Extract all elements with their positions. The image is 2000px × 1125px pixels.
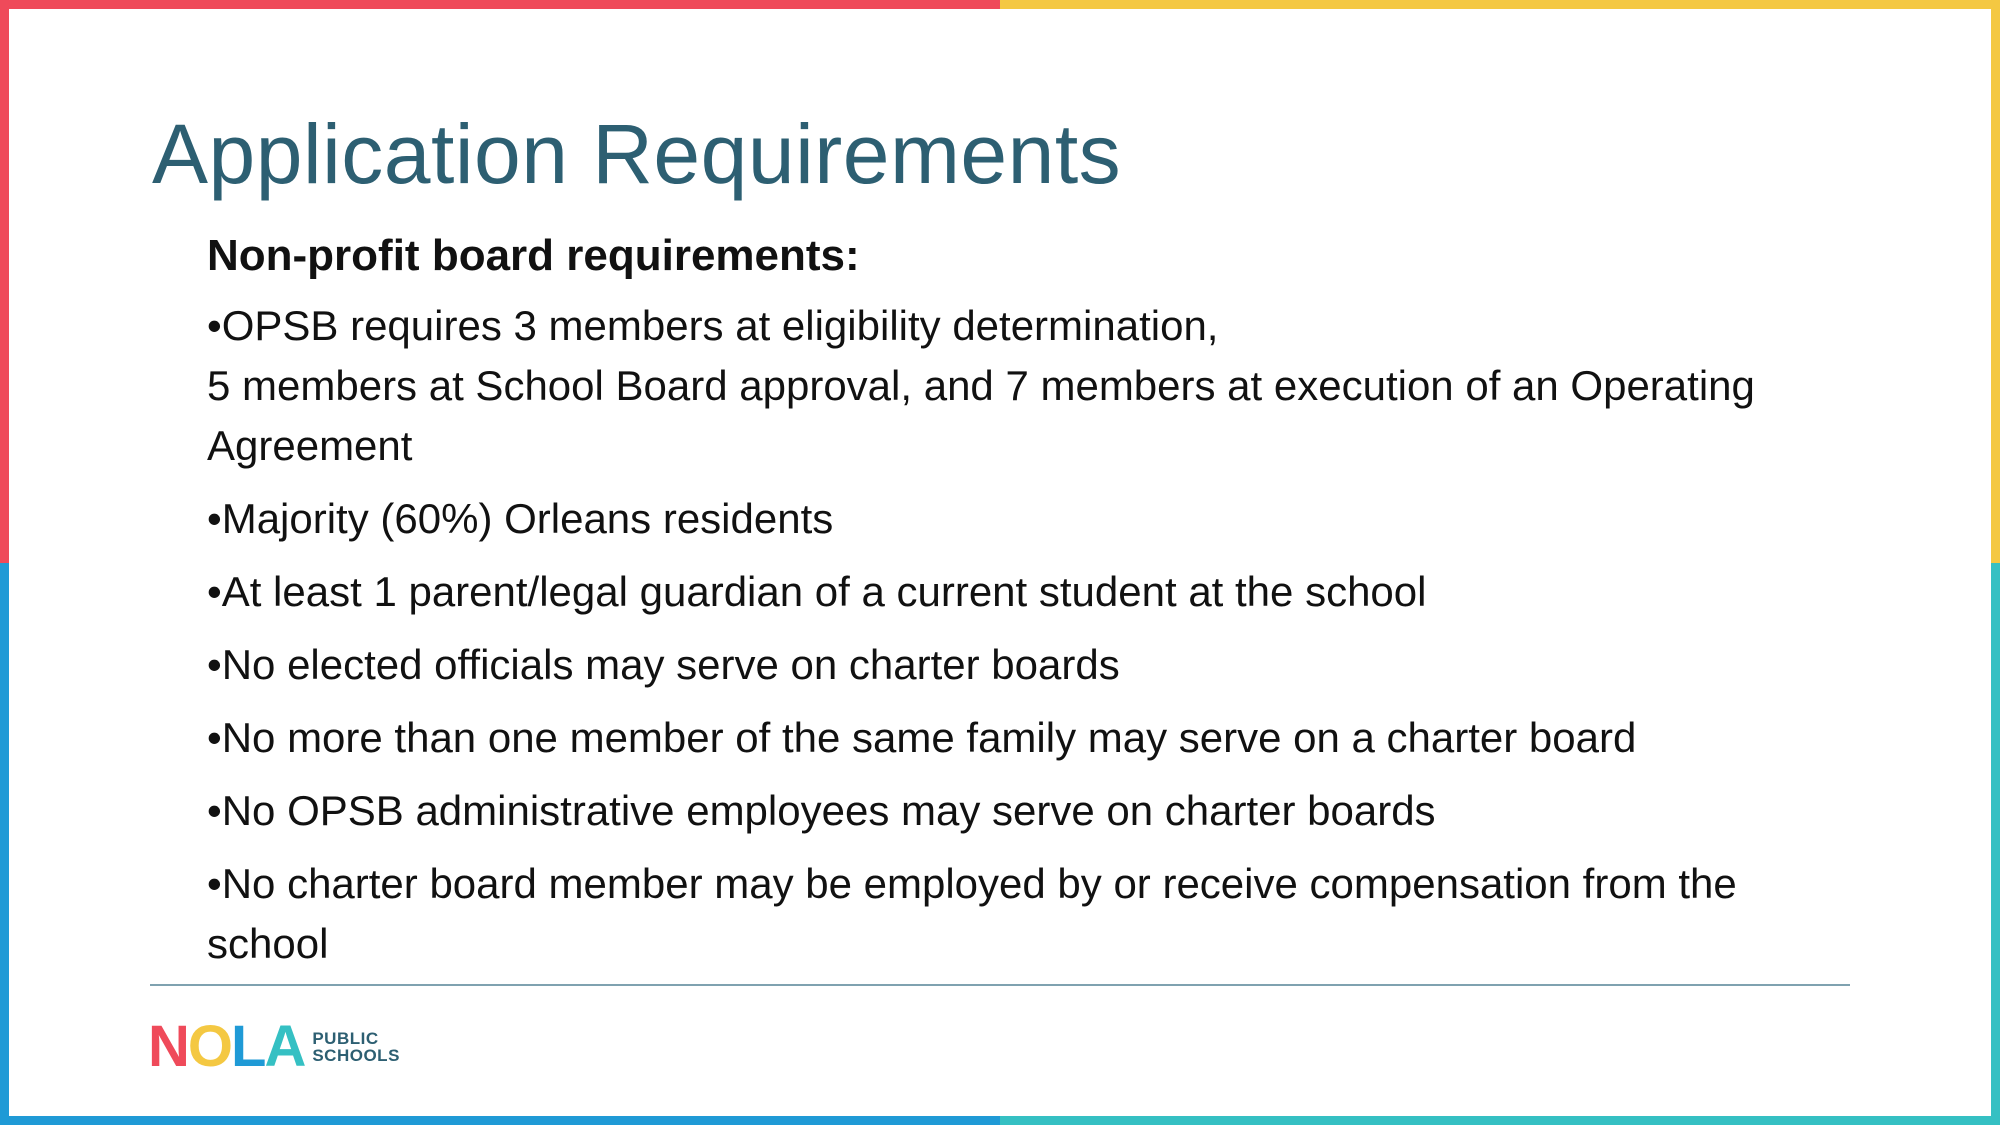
slide-content (207, 226, 1767, 987)
logo-letter: N (148, 1014, 188, 1079)
footer-divider (150, 984, 1850, 986)
logo-letter: L (231, 1014, 265, 1079)
requirement-item: •No elected officials may serve on charter boards (207, 641, 1120, 688)
nola-public-schools-logo (148, 1014, 400, 1079)
requirement-item: •OPSB requires 3 members at eligibility determination, 5 members at School Board approval, and 7 members at execution of an Operating Agreement (207, 302, 1755, 469)
frame-left-bottom-bar (0, 563, 9, 1125)
logo-line-2: SCHOOLS (312, 1046, 400, 1065)
logo-letter: A (264, 1014, 305, 1079)
requirement-item: •No more than one member of the same family may serve on a charter board (207, 714, 1637, 761)
slide-title: Application Requirements (152, 107, 1122, 201)
requirement-item: •At least 1 parent/legal guardian of a current student at the school (207, 568, 1427, 615)
frame-top-left-bar (0, 0, 1000, 9)
subheading: Non-profit board requirements: (207, 231, 860, 280)
logo-letter: O (187, 1014, 232, 1079)
logo-line-1: PUBLIC (312, 1029, 379, 1048)
requirement-item: •Majority (60%) Orleans residents (207, 495, 834, 542)
frame-bottom-left-bar (0, 1116, 1000, 1125)
logo-subtitle (312, 1030, 400, 1064)
frame-top-right-bar (1000, 0, 2000, 9)
frame-right-bottom-bar (1991, 563, 2000, 1125)
frame-left-top-bar (0, 0, 9, 563)
requirement-item: •No OPSB administrative employees may serve on charter boards (207, 787, 1436, 834)
frame-right-top-bar (1991, 0, 2000, 563)
requirement-item: •No charter board member may be employed by or receive compensation from the school (207, 860, 1737, 967)
frame-bottom-right-bar (1000, 1116, 2000, 1125)
logo-wordmark (148, 1014, 305, 1079)
